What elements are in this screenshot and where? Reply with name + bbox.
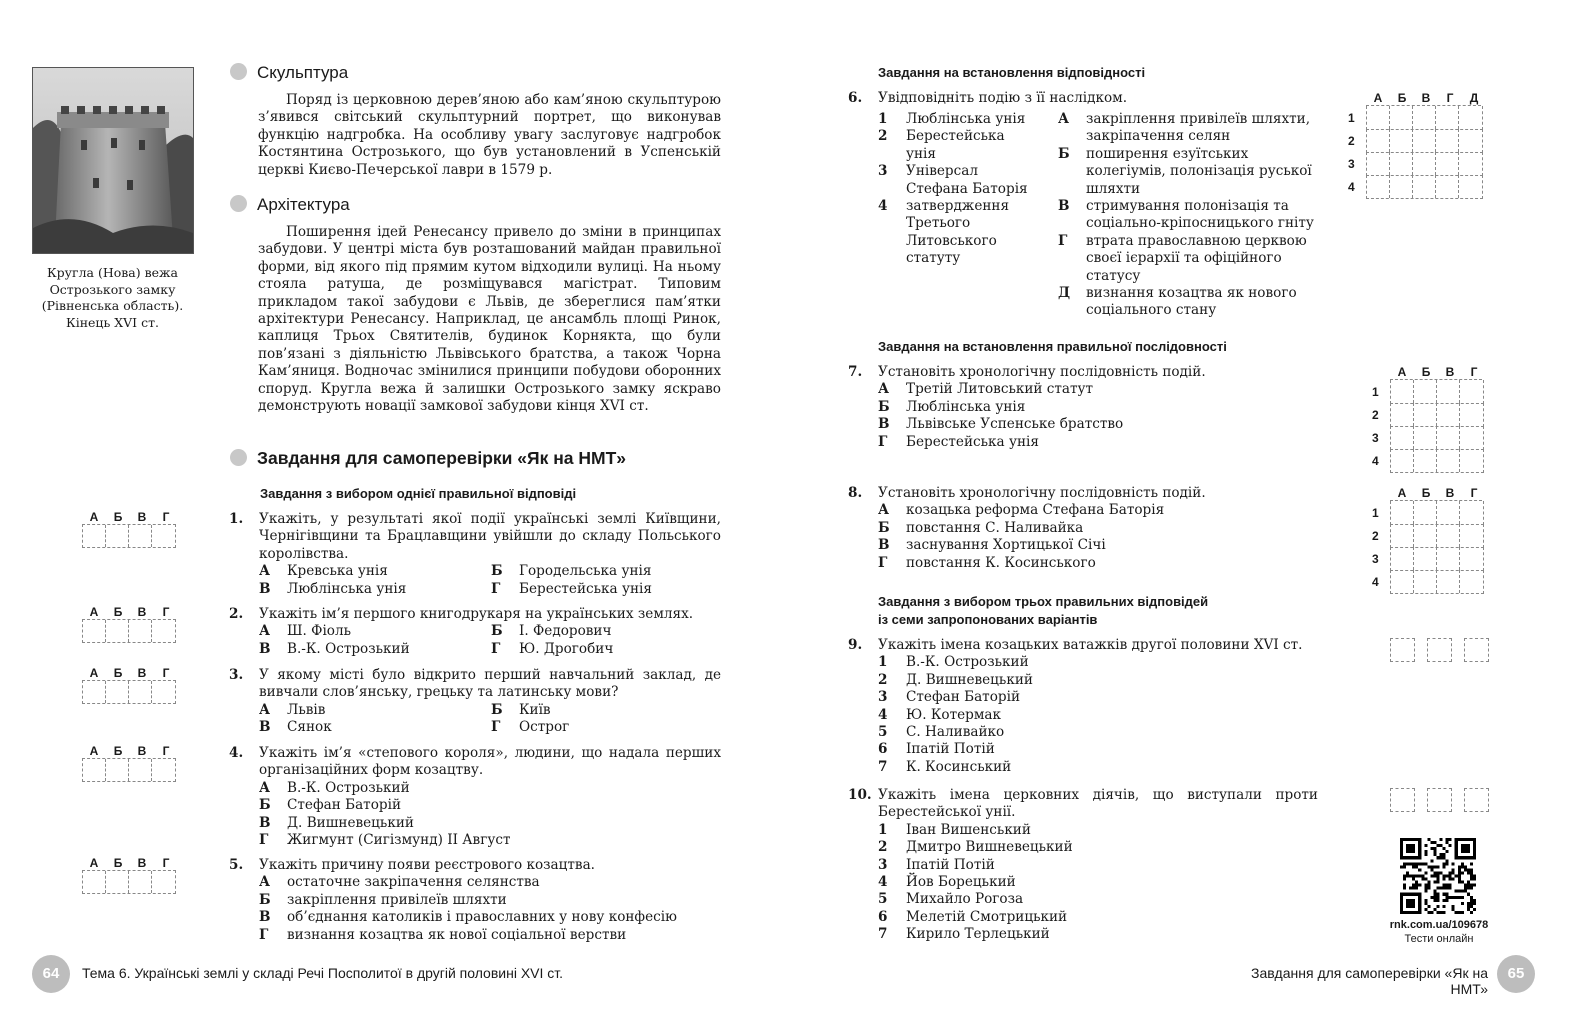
- question-5: 5. Укажіть причину появи реєстрового козацтва. А остаточне закріпачення селянства Б закріплення привілеїв шляхти В об’єднання католиків і православних у нову конфесію Г визнання козацтва як нової соціальної верстви: [229, 857, 677, 943]
- bullet-icon: [230, 195, 247, 212]
- caption-line: Кругла (Нова) вежа: [47, 265, 178, 280]
- architecture-text: Поширення ідей Ренесансу привело до зміни в принципах забудови. У центрі міста був розташований майдан правильної форми, від якого під прямим кутом відходили вулиці. На ньому стояла ратуша, де розміщувався магістрат. Типовим прикладом такої забудови є Львів, де збереглися пам’ятки архітектури Ренесансу. Наприклад, це ансамбль площі Ринок, каплиця Трьох Святителів, будинок Корнякта, що були пов’язані з діяльністю Львівського братства, а також Чорна Кам’яниця. Водночас змінилися принципи побудови оборонних споруд. Кругла вежа й залишки Острозького замку яскраво демонструють новації замкової забудови кінця XVI ст.: [258, 224, 721, 415]
- architecture-heading: Архітектура: [230, 195, 350, 215]
- question-1: 1. Укажіть, у результаті якої події українські землі Київщини, Чернігівщини та Брацлавщини увійшли до складу Польського королівства. А Кревська унія Б Городельська унія В Люблінська унія Г Берестейська унія: [229, 511, 721, 597]
- sculpture-heading: Скульптура: [230, 63, 348, 83]
- page-number-left: 64: [32, 955, 70, 993]
- qr-code[interactable]: [1400, 838, 1476, 918]
- self-check-heading: Завдання для самоперевірки «Як на НМТ»: [230, 448, 626, 469]
- match-subtitle: Завдання на встановлення відповідності: [878, 65, 1146, 80]
- caption-line: (Рівненська область).: [41, 298, 184, 313]
- sculpture-text: Поряд із церковною дерев’яною або кам’яною скульптурою з’явився світський скульптурний портрет, що виконував функцію надгробка. На особливу увагу заслуговує надгробок Костянтина Острозького, що був установлений в Успенській церкві Києво-Печерської лаври в 1579 р.: [258, 92, 721, 178]
- qr-label: Тести онлайн: [1404, 933, 1474, 945]
- photo-caption: [30, 265, 195, 331]
- caption-line: Острозького замку: [49, 281, 176, 297]
- question-9: 9. Укажіть імена козацьких ватажків другої половини XVI ст. 1 В.-К. Острозький 2 Д. Вишневецький 3 Стефан Баторій 4 Ю. Котермак 5 С. Наливайко 6 Іпатій Потій 7 К. Косинський: [848, 637, 1303, 775]
- question-3: 3. У якому місті було відкрито перший навчальний заклад, де вивчали слов’янську, грецьку та латинську мови? А Львів Б Київ В Сянок Г Острог: [229, 667, 721, 736]
- answer-grid-q8[interactable]: А Б В Г 1 2 3 4: [1368, 486, 1486, 593]
- question-7: 7. Установіть хронологічну послідовність подій. А Третій Литовський статут Б Люблінська унія В Львівське Успенське братство Г Берестейська унія: [848, 364, 1206, 450]
- single-choice-subtitle: Завдання з вибором однієї правильної відповіді: [260, 486, 577, 501]
- answer-grid-q4[interactable]: А Б В Г: [82, 744, 178, 782]
- question-10: 10. Укажіть імена церковних діячів, що виступали проти Берестейської унії. 1 Іван Вишенський 2 Дмитро Вишневецький 3 Іпатій Потій 4 Йов Борецький 5 Михайло Рогоза 6 Мелетій Смотрицький 7 Кирило Терлецький: [848, 787, 1318, 943]
- footer-right: Завдання для самоперевірки «Як на НМТ»: [1251, 965, 1488, 997]
- order-subtitle: Завдання на встановлення правильної послідовності: [878, 339, 1227, 354]
- qr-url[interactable]: rnk.com.ua/109678: [1389, 919, 1489, 931]
- answer-grid-q2[interactable]: А Б В Г: [82, 605, 178, 643]
- bullet-icon: [230, 63, 247, 80]
- footer-left: Тема 6. Українські землі у складі Речі Посполитої в другій половині XVI ст.: [82, 965, 564, 981]
- bullet-icon: [230, 449, 247, 466]
- answer-grid-q7[interactable]: А Б В Г 1 2 3 4: [1368, 365, 1486, 472]
- caption-line: Кінець XVI ст.: [66, 314, 159, 330]
- q6-consequences: А закріплення привілеїв шляхти, закріпачення селян Б поширення езуїтських колегіумів, полонізація руської шляхти В стримування полонізація та соціально-кріпосницького гніту Г втрата православною церквою своєї ієрархії та офіційного статусу Д визнання козацтва як нового соціального стану: [1058, 111, 1314, 319]
- answer-grid-q6[interactable]: А Б В Г Д 1 2 3 4: [1344, 91, 1486, 198]
- page-number-right: 65: [1497, 955, 1535, 993]
- answer-grid-q5[interactable]: А Б В Г: [82, 856, 178, 894]
- question-2: 2. Укажіть ім’я першого книгодрукаря на українських землях. А Ш. Фіоль Б І. Федорович В В.-К. Острозький Г Ю. Дрогобич: [229, 606, 694, 657]
- tower-photo: [32, 67, 194, 254]
- answer-grid-q3[interactable]: А Б В Г: [82, 666, 178, 704]
- question-6: 6. Увідповідніть подію з її наслідком.: [848, 90, 1128, 106]
- answer-boxes-q10[interactable]: [1390, 788, 1489, 812]
- three-choice-subtitle: Завдання з вибором трьох правильних відповідей із семи запропонованих варіантів: [878, 594, 1209, 627]
- q6-events: 1 Люблінська унія 2 Берестейська унія 3 Універсал Стефана Баторія 4 затвердження Третього Литовського статуту: [878, 111, 1028, 267]
- question-4: 4. Укажіть ім’я «степового короля», людини, що надала перших організаційних форм козацтву. А В.-К. Острозький Б Стефан Баторій В Д. Вишневецький Г Жигмунт (Сигізмунд) II Август: [229, 745, 721, 849]
- answer-boxes-q9[interactable]: [1390, 638, 1489, 662]
- answer-grid-q1[interactable]: А Б В Г: [82, 510, 178, 548]
- question-8: 8. Установіть хронологічну послідовність подій. А козацька реформа Стефана Баторія Б повстання С. Наливайка В заснування Хортицької Січі Г повстання К. Косинського: [848, 485, 1206, 571]
